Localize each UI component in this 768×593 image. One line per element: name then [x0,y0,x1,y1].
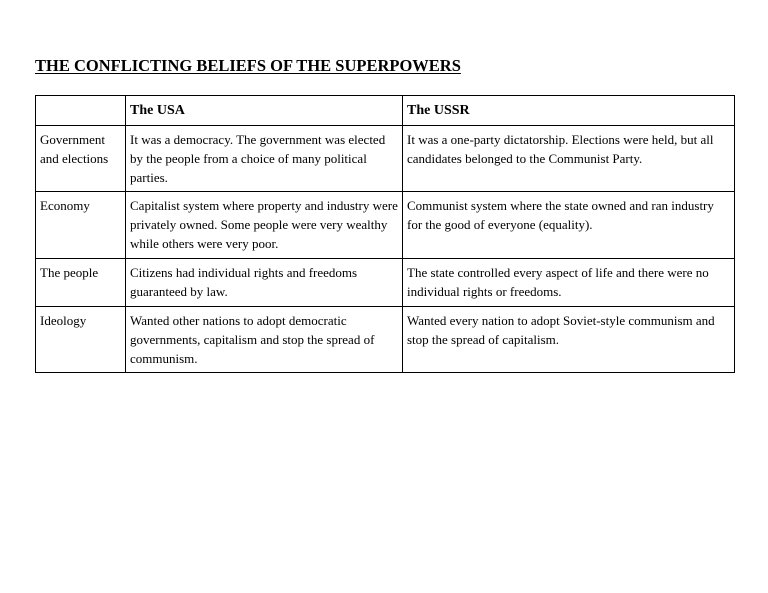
table-row [36,307,735,373]
row-label-economy: Economy [36,192,126,259]
ussr-cell-government: It was a one-party dictatorship. Elections were held, but all candidates belonged to the Communist Party. [403,126,735,192]
usa-cell-economy: Capitalist system where property and industry were privately owned. Some people were very wealthy while others were very poor. [126,192,403,259]
ussr-cell-people: The state controlled every aspect of life and there were no individual rights or freedoms. [403,259,735,307]
header-cell-ussr: The USSR [403,96,735,126]
usa-cell-people: Citizens had individual rights and freedoms guaranteed by law. [126,259,403,307]
row-label-people: The people [36,259,126,307]
ussr-cell-economy: Communist system where the state owned and ran industry for the good of everyone (equality). [403,192,735,259]
usa-cell-ideology: Wanted other nations to adopt democratic governments, capitalism and stop the spread of communism. [126,307,403,373]
page-title: THE CONFLICTING BELIEFS OF THE SUPERPOWERS [35,56,461,75]
table-row [36,259,735,307]
beliefs-comparison-table [35,95,735,373]
table-row [36,126,735,192]
header-cell-usa: The USA [126,96,403,126]
row-label-ideology: Ideology [36,307,126,373]
header-cell-empty [36,96,126,126]
usa-cell-government: It was a democracy. The government was elected by the people from a choice of many political parties. [126,126,403,192]
row-label-government: Government and elections [36,126,126,192]
table-row [36,192,735,259]
ussr-cell-ideology: Wanted every nation to adopt Soviet-style communism and stop the spread of capitalism. [403,307,735,373]
table-header-row [36,96,735,126]
